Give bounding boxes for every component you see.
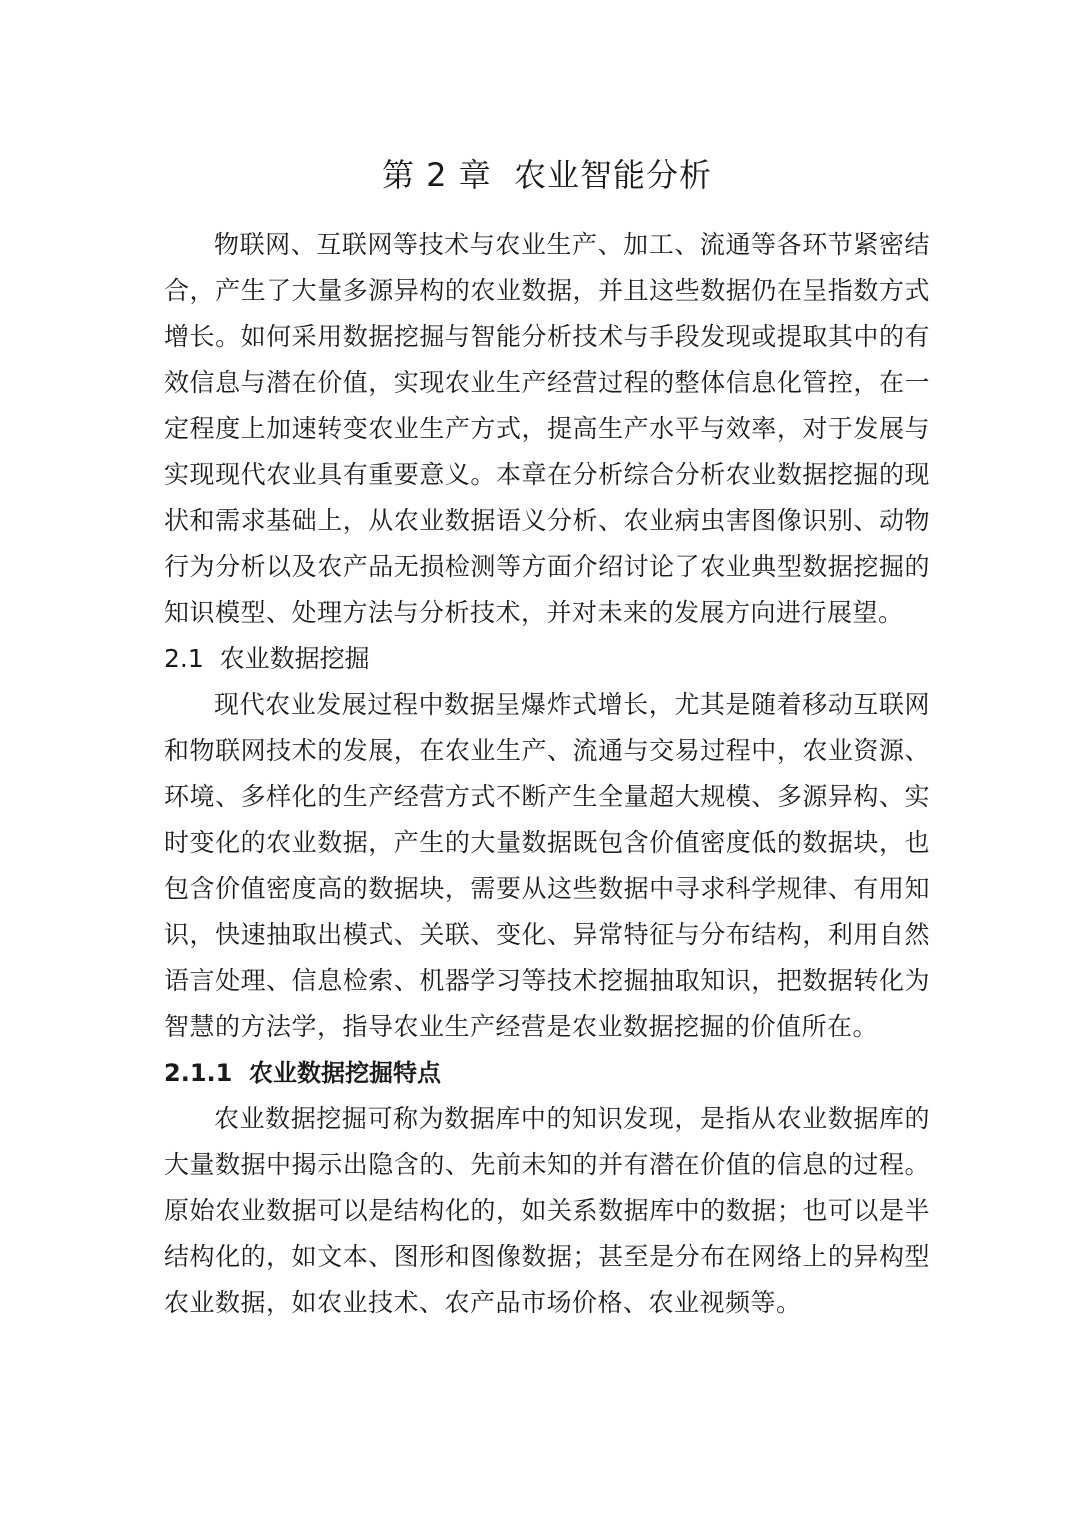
chapter-title: 第 2 章 农业智能分析 bbox=[381, 156, 713, 194]
section-2-1-paragraph: 现代农业发展过程中数据呈爆炸式增长，尤其是随着移动互联网和物联网技术的发展，在农业生产、流通与交易过程中，农业资源、环境、多样化的生产经营方式不断产生全量超大规模、多源异构、实时变化的农业数据，产生的大量数据既包含价值密度低的数据块，也包含价值密度高的数据块，需要从这些数据中寻求科学规律、有用知识，快速抽取出模式、关联、变化、异常特征与分布结构，利用自然语言处理、信息检索、机器学习等技术挖掘抽取知识，把数据转化为智慧的方法学，指导农业生产经营是农业数据挖掘的价值所在。 bbox=[164, 690, 930, 1041]
document-page bbox=[164, 150, 930, 1326]
section-2-1-1-paragraph: 农业数据挖掘可称为数据库中的知识发现，是指从农业数据库的大量数据中揭示出隐含的、先前未知的并有潜在价值的信息的过程。原始农业数据可以是结构化的，如关系数据库中的数据；也可以是半结构化的，如文本、图形和图像数据；甚至是分布在网络上的异构型农业数据，如农业技术、农产品市场价格、农业视频等。 bbox=[164, 1104, 930, 1317]
subsection-heading-2-1-1: 2.1.1 农业数据挖掘特点 bbox=[164, 1059, 442, 1087]
section-heading-2-1: 2.1 农业数据挖掘 bbox=[164, 644, 370, 673]
intro-paragraph: 物联网、互联网等技术与农业生产、加工、流通等各环节紧密结合，产生了大量多源异构的农业数据，并且这些数据仍在呈指数方式增长。如何采用数据挖掘与智能分析技术与手段发现或提取其中的有效信息与潜在价值，实现农业生产经营过程的整体信息化管控，在一定程度上加速转变农业生产方式，提高生产水平与效率，对于发展与实现现代农业具有重要意义。本章在分析综合分析农业数据挖掘的现状和需求基础上，从农业数据语义分析、农业病虫害图像识别、动物行为分析以及农产品无损检测等方面介绍讨论了农业典型数据挖掘的知识模型、处理方法与分析技术，并对未来的发展方向进行展望。 bbox=[164, 230, 930, 627]
